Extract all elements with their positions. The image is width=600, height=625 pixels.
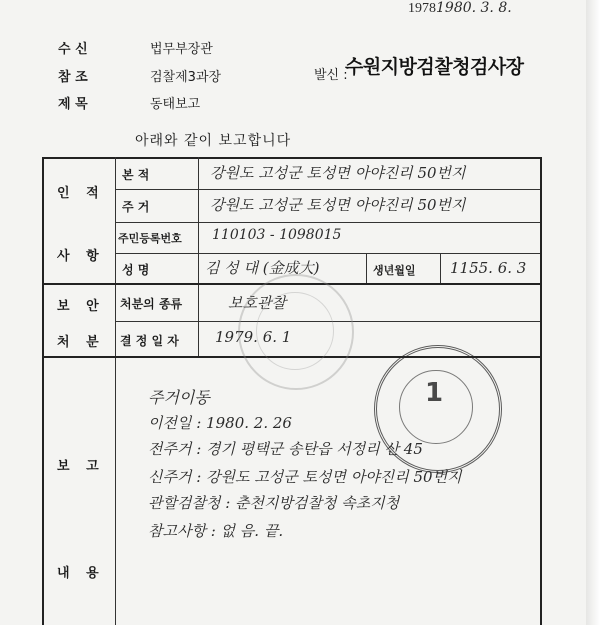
faint-seal-inner-ring <box>256 292 334 370</box>
faint-seal-stamp <box>238 274 354 390</box>
disposition-section-label-top: 보 안 <box>57 299 105 314</box>
address-label: 주 거 <box>122 200 150 214</box>
document-date <box>408 0 512 17</box>
row-sep-1 <box>115 189 540 190</box>
domicile-value: 강원도 고성군 토성면 아야진리 50번지 <box>210 164 466 182</box>
address-value: 강원도 고성군 토성면 아야진리 50번지 <box>210 196 466 214</box>
to-value: 법무부장관 <box>150 42 213 57</box>
report-section-label-top: 보 고 <box>57 459 105 474</box>
report-title: 주거이동 <box>148 388 210 407</box>
birth-value: 1155. 6. 3 <box>450 259 527 277</box>
table-left-border <box>42 157 44 625</box>
col-sep-birth-right <box>440 253 441 283</box>
resident-no-label: 주민등록번호 <box>118 232 182 245</box>
report-line-1: 이전일 : 1980. 2. 26 <box>148 414 292 432</box>
table-right-border <box>540 157 542 625</box>
sender-stamp: 수원지방검찰청검사장 <box>345 56 524 78</box>
row-sep-3 <box>115 253 540 254</box>
domicile-label: 본 적 <box>122 168 150 182</box>
date-text: 1980. 3. 8. <box>436 0 512 16</box>
personal-section-label-bottom: 사 항 <box>57 249 105 264</box>
col-sep-birth-left <box>366 253 367 283</box>
decision-date-label: 결 정 일 자 <box>120 334 179 348</box>
personal-section-label-top: 인 적 <box>57 186 105 201</box>
report-line-5: 참고사항 : 없 음. 끝. <box>148 522 284 540</box>
report-section-label-bottom: 내 용 <box>57 566 105 581</box>
col-sep-left <box>115 157 116 625</box>
page-edge <box>586 0 600 625</box>
resident-no-value: 110103 - 1098015 <box>212 227 342 243</box>
ref-value: 검찰제3과장 <box>150 70 222 85</box>
disposition-type-value: 보호관찰 <box>228 294 286 312</box>
col-sep-labels <box>198 157 199 357</box>
intro-text: 아래와 같이 보고합니다 <box>135 133 292 149</box>
subject-value: 동태보고 <box>150 97 201 112</box>
row-sep-2 <box>115 222 540 223</box>
receipt-stamp-mark: 1 <box>425 378 444 408</box>
disposition-type-label: 처분의 종류 <box>120 297 183 311</box>
name-label: 성 명 <box>122 263 150 277</box>
birth-label: 생년월일 <box>373 264 416 277</box>
date-prefix: 1978 <box>408 1 436 16</box>
report-line-3: 신주거 : 강원도 고성군 토성면 아야진리 50번지 <box>148 468 462 486</box>
decision-date-value: 1979. 6. 1 <box>215 328 292 346</box>
table-top-border <box>42 157 542 159</box>
from-label: 발신 : <box>314 68 348 83</box>
to-label: 수 신 <box>58 42 88 57</box>
name-value: 김 성 대 (金成大) <box>205 259 320 277</box>
report-line-4: 관할검찰청 : 춘천지방검찰청 속초지청 <box>148 494 400 512</box>
disposition-section-label-bottom: 처 분 <box>57 335 105 350</box>
ref-label: 참 조 <box>58 70 88 85</box>
report-line-2: 전주거 : 경기 평택군 송탄읍 서정리 산 45 <box>148 440 423 458</box>
subject-label: 제 목 <box>58 97 88 112</box>
